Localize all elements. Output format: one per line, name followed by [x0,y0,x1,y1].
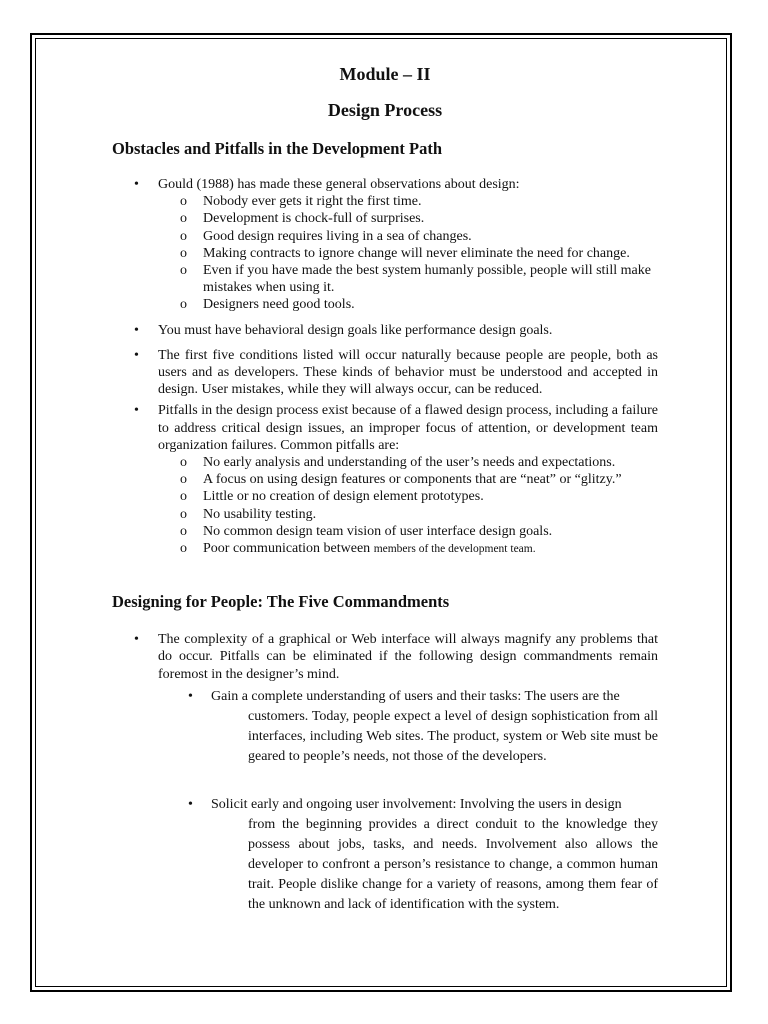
bullet-icon: • [134,403,139,419]
sub-list-item [158,296,658,313]
list-item [112,322,658,339]
bullet-icon: • [188,688,193,704]
circle-bullet-icon: o [180,245,187,261]
sub-list-item [158,245,658,262]
sub-list-item [158,523,658,540]
sub-item-text: Designers need good tools. [203,297,355,313]
sub-list [158,193,658,313]
bullet-text: You must have behavioral design goals like performance design goals. [158,322,553,338]
sub-item-text: Nobody ever gets it right the first time. [203,194,422,210]
commandment-item [112,687,658,767]
sub-item-text: Good design requires living in a sea of changes. [203,228,472,244]
module-title: Module – II [339,64,431,84]
bullet-icon: • [188,796,193,812]
list-item [112,631,658,683]
list-item [112,402,658,558]
circle-bullet-icon: o [180,263,187,279]
page-subtitle: Design Process [327,100,443,120]
sub-list-item [158,228,658,245]
list-item [112,176,658,314]
sub-list [158,454,658,558]
sub-list-item [158,506,658,523]
circle-bullet-icon: o [180,228,187,244]
sub-list-item [158,193,658,210]
commandment-text: customers. Today, people expect a level of design sophistication from all interfaces, including Web sites. The product, system or Web site must be geared to people’s needs, not those of the developers. [248,708,658,764]
obstacles-list [112,176,658,558]
sub-item-text: Development is chock-full of surprises. [203,211,425,227]
commandment-lead: Solicit early and ongoing user involvement: Involving the users in design [211,796,622,812]
bullet-text: Gould (1988) has made these general observations about design: [158,177,520,192]
circle-bullet-icon: o [180,523,187,539]
sub-item-small-text: members of the development team. [373,543,536,556]
sub-item-text: Making contracts to ignore change will never eliminate the need for change. [203,245,630,261]
circle-bullet-icon: o [180,455,187,471]
sub-item-text: A focus on using design features or components that are “neat” or “glitzy.” [203,472,622,488]
sub-list-item [158,454,658,471]
sub-item-text: Little or no creation of design element prototypes. [203,489,484,505]
commandments [112,687,658,915]
bullet-icon: • [134,632,139,648]
circle-bullet-icon: o [180,211,187,227]
sub-list-item [158,210,658,227]
document-body [112,58,658,915]
section-heading-commandments: Designing for People: The Five Commandments [112,592,450,612]
sub-list-item [158,488,658,505]
bullet-text: The complexity of a graphical or Web interface will always magnify any problems that do occur. Pitfalls can be eliminated if the following design commandments remain foremost in the designer’s mind. [158,632,658,682]
commandment-item [112,795,658,915]
section-heading-obstacles: Obstacles and Pitfalls in the Development Path [112,139,442,158]
circle-bullet-icon: o [180,541,187,557]
circle-bullet-icon: o [180,194,187,210]
bullet-icon: • [134,177,139,192]
circle-bullet-icon: o [180,489,187,505]
commandment-text: from the beginning provides a direct conduit to the knowledge they possess about jobs, tasks, and needs. Involvement also allows the developer to confront a person’s resistance to change, a common human trait. People dislike change for a variety of reasons, among them fear of the unknown and lack of identification with the system. [248,816,658,912]
commandment-lead: Gain a complete understanding of users and their tasks: The users are the [211,688,620,704]
bullet-icon: • [134,322,139,338]
sub-list-item [158,262,658,296]
sub-item-text: No usability testing. [203,506,317,522]
sub-item-text: Even if you have made the best system humanly possible, people will still make mistakes when using it. [203,263,651,296]
sub-item-text: No common design team vision of user interface design goals. [203,523,553,539]
circle-bullet-icon: o [180,506,187,522]
sub-list-item [158,540,658,558]
circle-bullet-icon: o [180,297,187,313]
list-item [112,347,658,399]
commandments-list [112,631,658,683]
bullet-icon: • [134,347,139,363]
bullet-text: The first five conditions listed will occur naturally because people are people, both as users and as developers. These kinds of behavior must be understood and accepted in design. User mistakes, while they will always occur, can be reduced. [158,347,658,398]
sub-item-text: No early analysis and understanding of the user’s needs and expectations. [203,455,616,471]
bullet-text: Pitfalls in the design process exist because of a flawed design process, including a failure to address critical design issues, an improper focus of attention, or development team organization failures. Common pitfalls are: [158,403,658,453]
circle-bullet-icon: o [180,472,187,488]
sub-item-text: Poor communication between [203,541,371,557]
sub-list-item [158,471,658,488]
